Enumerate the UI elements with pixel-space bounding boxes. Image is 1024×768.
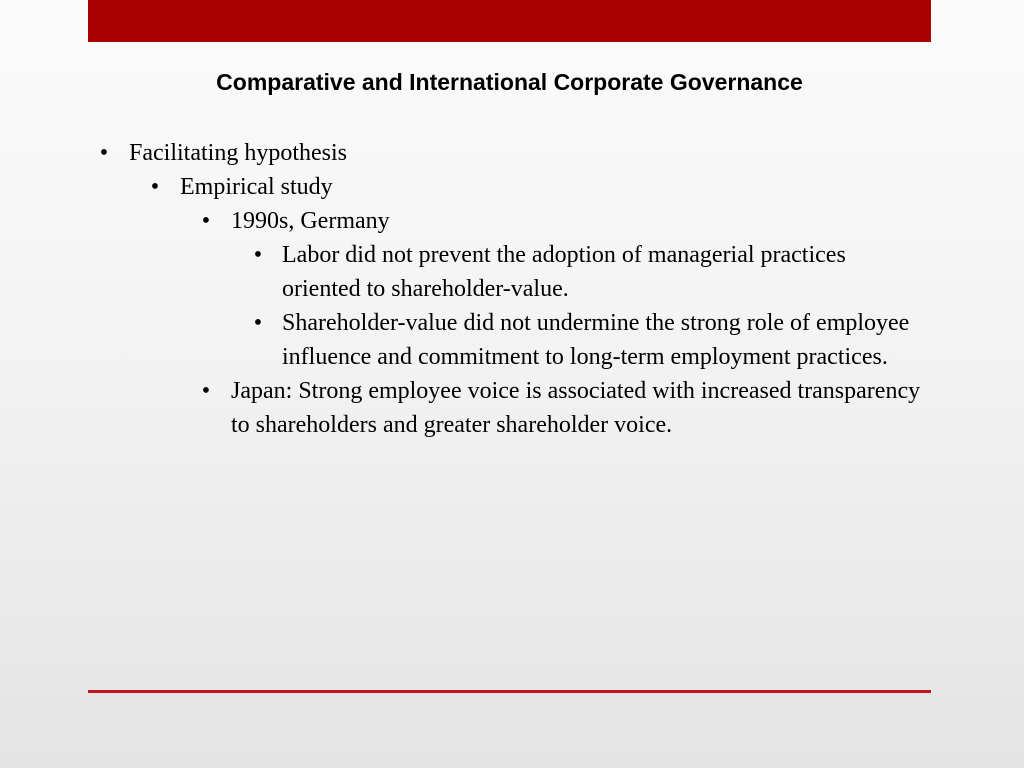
bullet-facilitating-hypothesis	[0, 136, 929, 170]
bullet-dot-icon: •	[150, 174, 160, 200]
bullet-dot-icon: •	[253, 242, 263, 268]
bullet-japan	[0, 374, 921, 442]
bullet-text: Japan: Strong employee voice is associated with increased transparency to shareholders and greater shareholder voice.	[231, 378, 921, 438]
bullet-text: 1990s, Germany	[231, 208, 390, 234]
bullet-dot-icon: •	[99, 140, 109, 166]
bullet-text: Empirical study	[180, 174, 333, 200]
bullet-list	[0, 136, 1024, 442]
bullet-dot-icon: •	[201, 378, 211, 404]
footer-divider-line	[88, 690, 931, 693]
bullet-shareholder-value	[0, 306, 922, 374]
bullet-dot-icon: •	[253, 310, 263, 336]
slide-title: Comparative and International Corporate Governance	[216, 69, 803, 95]
bullet-germany	[0, 204, 921, 238]
bullet-text: Facilitating hypothesis	[129, 140, 347, 166]
bullet-labor	[0, 238, 922, 306]
bullet-empirical-study	[0, 170, 920, 204]
bullet-text: Labor did not prevent the adoption of managerial practices oriented to shareholder-value.	[282, 242, 846, 302]
header-accent-bar	[88, 0, 931, 42]
bullet-text: Shareholder-value did not undermine the strong role of employee influence and commitment to long-term employment practices.	[282, 310, 910, 370]
bullet-dot-icon: •	[201, 208, 211, 234]
